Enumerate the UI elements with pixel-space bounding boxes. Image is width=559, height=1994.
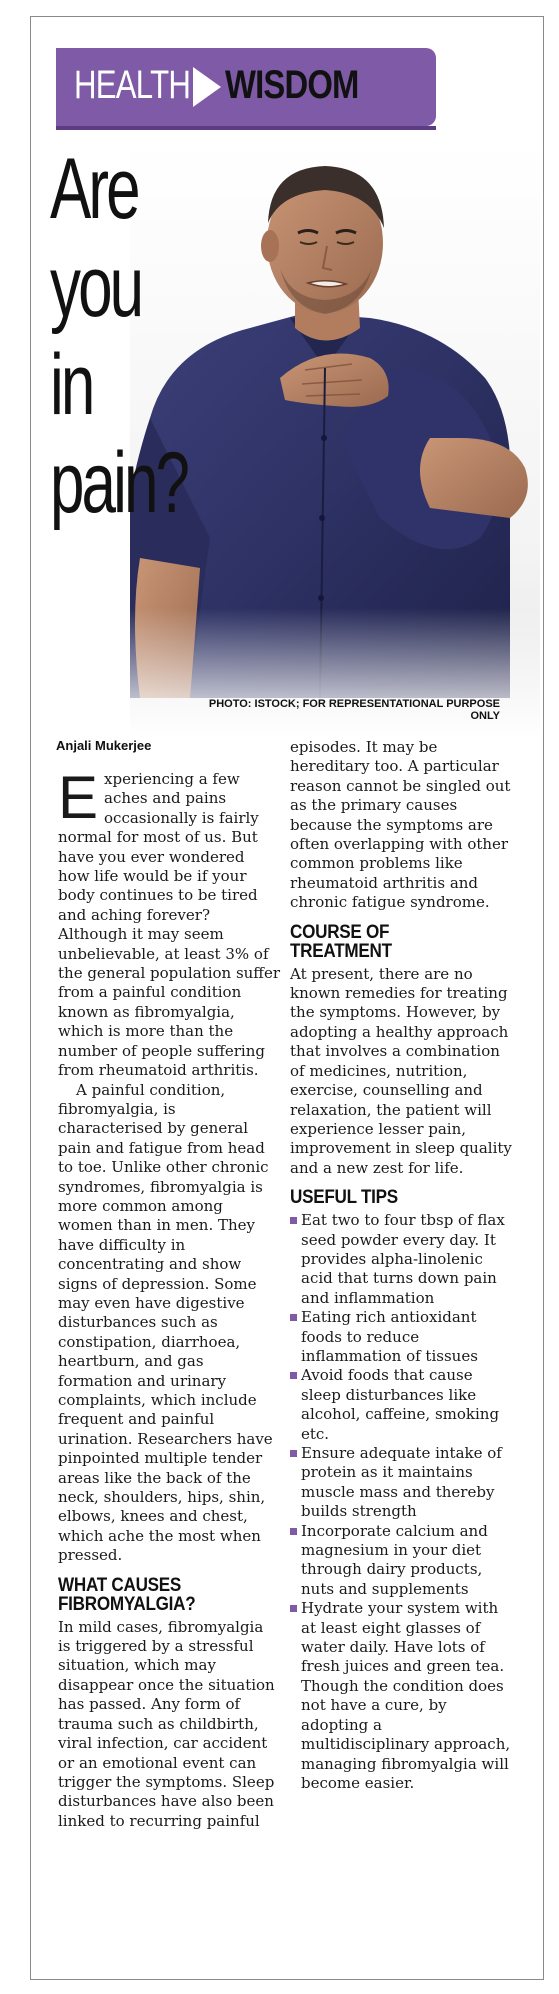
- tip-item: Eating rich antioxidant foods to reduce inflammation of tissues: [290, 1308, 514, 1366]
- photo-credit: PHOTO: ISTOCK; FOR REPRESENTATIONAL PURPOSE ONLY: [208, 698, 500, 722]
- intro-paragraph: [58, 764, 281, 1081]
- tip-item: Ensure adequate intake of protein as it maintains muscle mass and thereby builds strength: [290, 1444, 514, 1522]
- headline: [50, 140, 187, 532]
- paragraph-causes: In mild cases, fibromyalgia is triggered by a stressful situation, which may disappear once the situation has passed. Any form of trauma such as childbirth, viral infection, car accident or an emotional event can trigger the symptoms. Sleep disturbances have also been linked to recurring painful: [58, 1617, 275, 1830]
- heading-what-causes: WHAT CAUSES FIBROMYALGIA?: [58, 1574, 196, 1615]
- play-arrow-icon: [193, 67, 221, 107]
- section-title: [74, 56, 388, 114]
- headline-line-1: Are: [50, 141, 138, 237]
- section-title-word-health: HEALTH: [74, 63, 191, 107]
- drop-cap: E: [58, 764, 99, 831]
- tip-item: Incorporate calcium and magnesium in your diet through dairy products, nuts and supplements: [290, 1522, 514, 1600]
- paragraph-causes-continued: episodes. It may be hereditary too. A particular reason cannot be singled out as the primary causes because the symptoms are often overlapping with other common problems like rheumatoid arthritis and chronic fatigue syndrome.: [290, 738, 511, 912]
- paragraph-symptoms: A painful condition, fibromyalgia, is characterised by general pain and fatigue from head to toe. Unlike other chronic syndromes, fibromyalgia is more common among women than in men. They have difficulty in concentrating and show signs of depression. Some may even have digestive disturbances such as constipation, diarrhoea, heartburn, and gas formation and urinary complaints, which include frequent and painful urination. Researchers have pinpointed multiple tender areas like the back of the neck, shoulders, hips, shin, elbows, knees and chest, which ache the most when pressed.: [58, 1080, 273, 1565]
- tip-item: Avoid foods that cause sleep disturbances like alcohol, caffeine, smoking etc.: [290, 1366, 514, 1444]
- heading-useful-tips: USEFUL TIPS: [290, 1187, 398, 1209]
- tips-list: [290, 1211, 514, 1793]
- tip-item: Eat two to four tbsp of flax seed powder every day. It provides alpha-linolenic acid that turns down pain and inflammation: [290, 1211, 514, 1308]
- headline-line-2: you in: [50, 239, 142, 433]
- paragraph-treatment: At present, there are no known remedies for treating the symptoms. However, by adopting a healthy approach that involves a combination of medicines, nutrition, exercise, counselling and relaxation, the patient will experience lesser pain, improvement in sleep quality and a new zest for life.: [290, 964, 512, 1177]
- byline: Anjali Mukerjee: [56, 738, 152, 753]
- tip-item: Hydrate your system with at least eight glasses of water daily. Have lots of fresh juices and green tea. Though the condition does not have a cure, by adopting a multidisciplinary approach, managing fibromyalgia will become easier.: [290, 1599, 514, 1793]
- man-shoulder-pain-photo: [130, 138, 540, 738]
- section-title-word-wisdom: WISDOM: [224, 63, 359, 107]
- banner-underline: [56, 126, 436, 130]
- heading-course-of-treatment: COURSE OF TREATMENT: [290, 921, 392, 962]
- article-column-left: [58, 764, 281, 1831]
- headline-line-3: pain?: [50, 435, 188, 531]
- article-column-right: [290, 738, 514, 1793]
- intro-text: xperiencing a few aches and pains occasionally is fairly normal for most of us. But have you ever wondered how life would be if your body continues to be tired and aching forever? Although it may seem unbelievable, at least 3% of the general population suffer from a painful condition known as fibromyalgia, which is more than the number of people suffering from rheumatoid arthritis.: [58, 770, 281, 1080]
- section-banner: [56, 48, 436, 126]
